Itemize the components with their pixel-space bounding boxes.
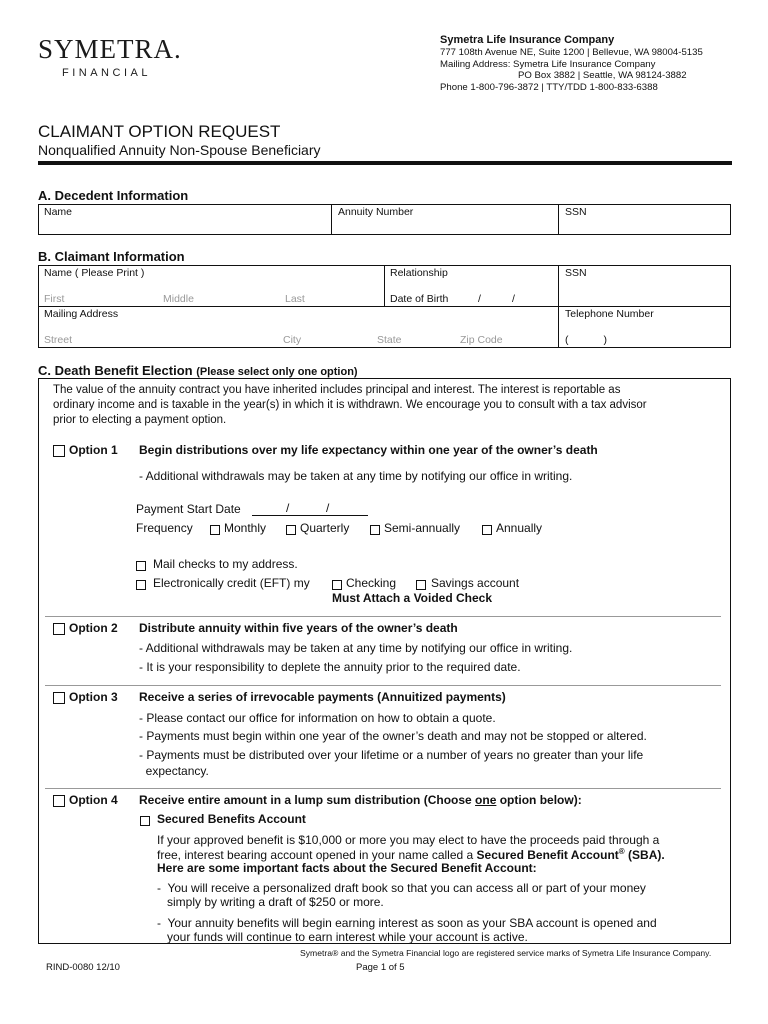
option-2-checkbox[interactable] <box>53 623 65 635</box>
section-b-heading: B. Claimant Information <box>38 249 185 264</box>
sba-checkbox[interactable] <box>140 816 150 826</box>
option-3-title: Receive a series of irrevocable payments (Annuitized payments) <box>139 690 506 704</box>
page-number: Page 1 of 5 <box>356 962 405 973</box>
city-placeholder: City <box>283 334 302 346</box>
middle-name-placeholder: Middle <box>163 293 194 305</box>
voided-check-note: Must Attach a Voided Check <box>332 591 493 605</box>
title-divider <box>38 161 732 165</box>
option-3-note: expectancy. <box>139 764 209 778</box>
sba-paragraph-1: If your approved benefit is $10,000 or more you may elect to have the proceeds paid through a <box>157 833 660 847</box>
sba-fact-2: - Your annuity benefits will begin earning interest as soon as your SBA account is opened and <box>157 916 657 930</box>
option-1-checkbox[interactable] <box>53 445 65 457</box>
checking-checkbox[interactable] <box>332 580 342 590</box>
option-4-title-emphasis: one <box>475 793 497 807</box>
address-line-3: PO Box 3882 | Seattle, WA 98124-3882 <box>518 70 687 81</box>
mail-checks-checkbox[interactable] <box>136 561 146 571</box>
page-subtitle: Nonqualified Annuity Non-Spouse Beneficiary <box>38 142 321 158</box>
decedent-name-field[interactable]: Name <box>44 206 73 218</box>
decedent-ssn-field[interactable]: SSN <box>565 206 587 218</box>
payment-start-label: Payment Start Date <box>136 502 241 516</box>
option-4-title-end: option below): <box>496 793 582 807</box>
company-name: Symetra Life Insurance Company <box>440 34 615 46</box>
option-2-note: - It is your responsibility to deplete the annuity prior to the required date. <box>139 660 521 674</box>
page-title: CLAIMANT OPTION REQUEST <box>38 122 281 141</box>
section-a-heading: A. Decedent Information <box>38 188 189 203</box>
option-divider <box>45 685 721 686</box>
sba-facts-heading: Here are some important facts about the Secured Benefit Account: <box>157 861 537 875</box>
option-3-note: - Please contact our office for information on how to obtain a quote. <box>139 711 496 725</box>
option-2-title: Distribute annuity within five years of the owner’s death <box>139 621 458 635</box>
logo-subtitle: FINANCIAL <box>62 67 151 79</box>
registered-mark: ® <box>618 847 625 856</box>
intro-line-1: The value of the annuity contract you have inherited includes principal and interest. The interest is reportable as <box>53 384 621 396</box>
street-placeholder: Street <box>44 334 73 346</box>
divider <box>384 265 385 307</box>
sba-fact-1: - You will receive a personalized draft book so that you can access all or part of your money <box>157 881 646 895</box>
intro-line-3: prior to electing a payment option. <box>53 414 227 426</box>
section-c-note: (Please select only one option) <box>196 366 358 378</box>
option-1-note: - Additional withdrawals may be taken at any time by notifying our office in writing. <box>139 469 573 483</box>
option-1-title: Begin distributions over my life expectancy within one year of the owner’s death <box>139 443 598 457</box>
annually-checkbox[interactable] <box>482 525 492 535</box>
telephone-field[interactable]: Telephone Number <box>565 308 654 320</box>
mailing-address-field[interactable]: Mailing Address <box>44 308 119 320</box>
annuity-number-field[interactable]: Annuity Number <box>338 206 414 218</box>
option-3-label: Option 3 <box>69 690 118 704</box>
address-line-2: Mailing Address: Symetra Life Insurance Company <box>440 59 656 70</box>
section-c-title: C. Death Benefit Election <box>38 363 193 378</box>
semi-annually-checkbox[interactable] <box>370 525 380 535</box>
option-3-checkbox[interactable] <box>53 692 65 704</box>
quarterly-label: Quarterly <box>300 521 350 535</box>
option-divider <box>45 788 721 789</box>
monthly-label: Monthly <box>224 521 267 535</box>
section-c-heading <box>38 363 358 378</box>
date-separator: / <box>326 501 330 515</box>
option-3-note: - Payments must begin within one year of the owner’s death and may not be stopped or altered. <box>139 729 647 743</box>
frequency-label: Frequency <box>136 521 193 535</box>
sba-fact-1-cont: simply by writing a draft of $250 or more. <box>157 895 384 909</box>
option-3-note: - Payments must be distributed over your lifetime or a number of years no greater than your life <box>139 748 644 762</box>
date-separator: / <box>286 501 290 515</box>
savings-checkbox[interactable] <box>416 580 426 590</box>
sba-paragraph-2-text: free, interest bearing account opened in your name called a <box>157 848 477 862</box>
claimant-ssn-field[interactable]: SSN <box>565 267 587 279</box>
sba-abbreviation: (SBA). <box>624 848 665 862</box>
sba-paragraph-2 <box>157 847 665 862</box>
sba-fact-2-cont: your funds will continue to earn interest while your account is active. <box>157 930 528 944</box>
option-4-checkbox[interactable] <box>53 795 65 807</box>
intro-line-2: ordinary income and is taxable in the year(s) in which it is withdrawn. We encourage you to consult with a tax advisor <box>53 399 647 411</box>
divider <box>331 204 332 235</box>
mail-checks-label: Mail checks to my address. <box>153 557 298 571</box>
zip-placeholder: Zip Code <box>460 334 503 346</box>
monthly-checkbox[interactable] <box>210 525 220 535</box>
option-1-label: Option 1 <box>69 443 118 457</box>
dob-separator: / <box>478 293 481 305</box>
divider <box>558 204 559 235</box>
claimant-name-field[interactable]: Name ( Please Print ) <box>44 267 145 279</box>
eft-checkbox[interactable] <box>136 580 146 590</box>
sba-label: Secured Benefits Account <box>157 812 306 826</box>
trademark-notice: Symetra® and the Symetra Financial logo are registered service marks of Symetra Life Insurance Company. <box>300 948 712 958</box>
option-divider <box>45 616 721 617</box>
checking-label: Checking <box>346 576 397 590</box>
payment-start-date-input[interactable] <box>252 501 368 516</box>
savings-label: Savings account <box>431 576 520 590</box>
address-line-1: 777 108th Avenue NE, Suite 1200 | Bellevue, WA 98004-5135 <box>440 47 703 58</box>
quarterly-checkbox[interactable] <box>286 525 296 535</box>
symetra-logo: SYMETRA. <box>38 34 182 64</box>
phone-area-code: ( ) <box>565 334 607 346</box>
first-name-placeholder: First <box>44 293 65 305</box>
dob-separator: / <box>512 293 515 305</box>
last-name-placeholder: Last <box>285 293 305 305</box>
semi-annually-label: Semi-annually <box>384 521 461 535</box>
eft-label: Electronically credit (EFT) my <box>153 576 310 590</box>
annually-label: Annually <box>496 521 543 535</box>
date-of-birth-field[interactable]: Date of Birth <box>390 293 449 305</box>
address-line-4: Phone 1-800-796-3872 | TTY/TDD 1-800-833-6388 <box>440 82 658 93</box>
option-2-label: Option 2 <box>69 621 118 635</box>
relationship-field[interactable]: Relationship <box>390 267 448 279</box>
form-id: RIND-0080 12/10 <box>46 962 120 973</box>
divider <box>38 306 731 307</box>
option-4-title-start: Receive entire amount in a lump sum distribution (Choose <box>139 793 476 807</box>
option-4-label: Option 4 <box>69 793 118 807</box>
option-2-note: - Additional withdrawals may be taken at any time by notifying our office in writing. <box>139 641 573 655</box>
sba-name: Secured Benefit Account <box>476 848 619 862</box>
option-4-title <box>139 793 582 807</box>
state-placeholder: State <box>377 334 402 346</box>
